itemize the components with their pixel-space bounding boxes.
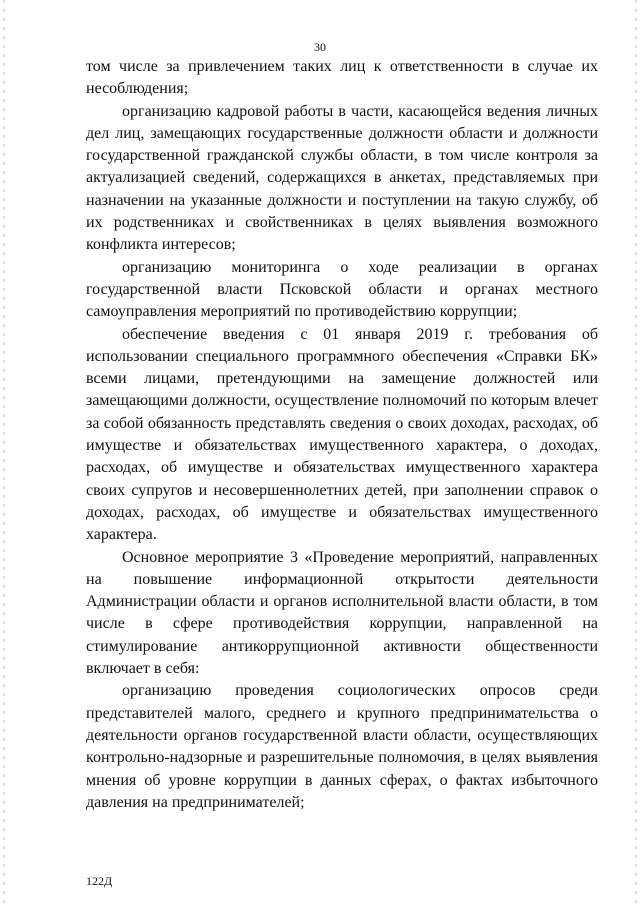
paragraph-monitoring: организацию мониторинга о ходе реализации в органах государственной власти Псковской области и органах местного самоуправления мероприятий по противодействию коррупции; [86, 258, 598, 321]
page-number: 30 [314, 40, 326, 54]
scan-edge-left [3, 0, 5, 905]
paragraph-spravki-bk: обеспечение введения с 01 января 2019 г. требования об использовании специального программного обеспечения «Справки БК» всеми лицами, претендующими на замещение должностей или замещающими должности, осуществление полномочий по которым влечет за собой обязанность представлять сведения о своих доходах, расходах, об имуществе и обязательствах имущественного характера, о доходах, расходах, об имуществе и обязательствах имущественного характера своих супругов и несовершеннолетних детей, при заполнении справок о доходах, расходах, об имуществе и обязательствах имущественного характера. [86, 325, 598, 544]
paragraph-surveys: организацию проведения социологических опросов среди представителей малого, среднего и крупного предпринимательства о деятельности органов государственной власти области, осуществляющих контрольно-надзорные и разрешительные полномочия, в целях выявления мнения об уровне коррупции в данных сферах, о фактах избыточного давления на предпринимателей; [86, 682, 598, 811]
document-code: 122Д [86, 874, 113, 888]
scan-edge-right [635, 0, 637, 905]
paragraph-main-measure-3: Основное мероприятие 3 «Проведение мероприятий, направленных на повышение информационной открытости деятельности Администрации области и органов исполнительной власти области, в том числе в сфере противодействия коррупции, направленной на стимулирование антикоррупционной активности общественности включает в себя: [86, 548, 598, 678]
paragraph-hr-organization: организацию кадровой работы в части, касающейся ведения личных дел лиц, замещающих государственные должности области и должности государственной гражданской службы области, в том числе контроля за актуализацией сведений, содержащихся в анкетах, представляемых при назначении на указанные должности и поступлении на такую службу, об их родственниках и свойственниках в целях выявления возможного конфликта интересов; [86, 102, 598, 254]
paragraph-continuation: том числе за привлечением таких лиц к ответственности в случае их несоблюдения; [86, 58, 598, 98]
document-body [86, 56, 598, 814]
